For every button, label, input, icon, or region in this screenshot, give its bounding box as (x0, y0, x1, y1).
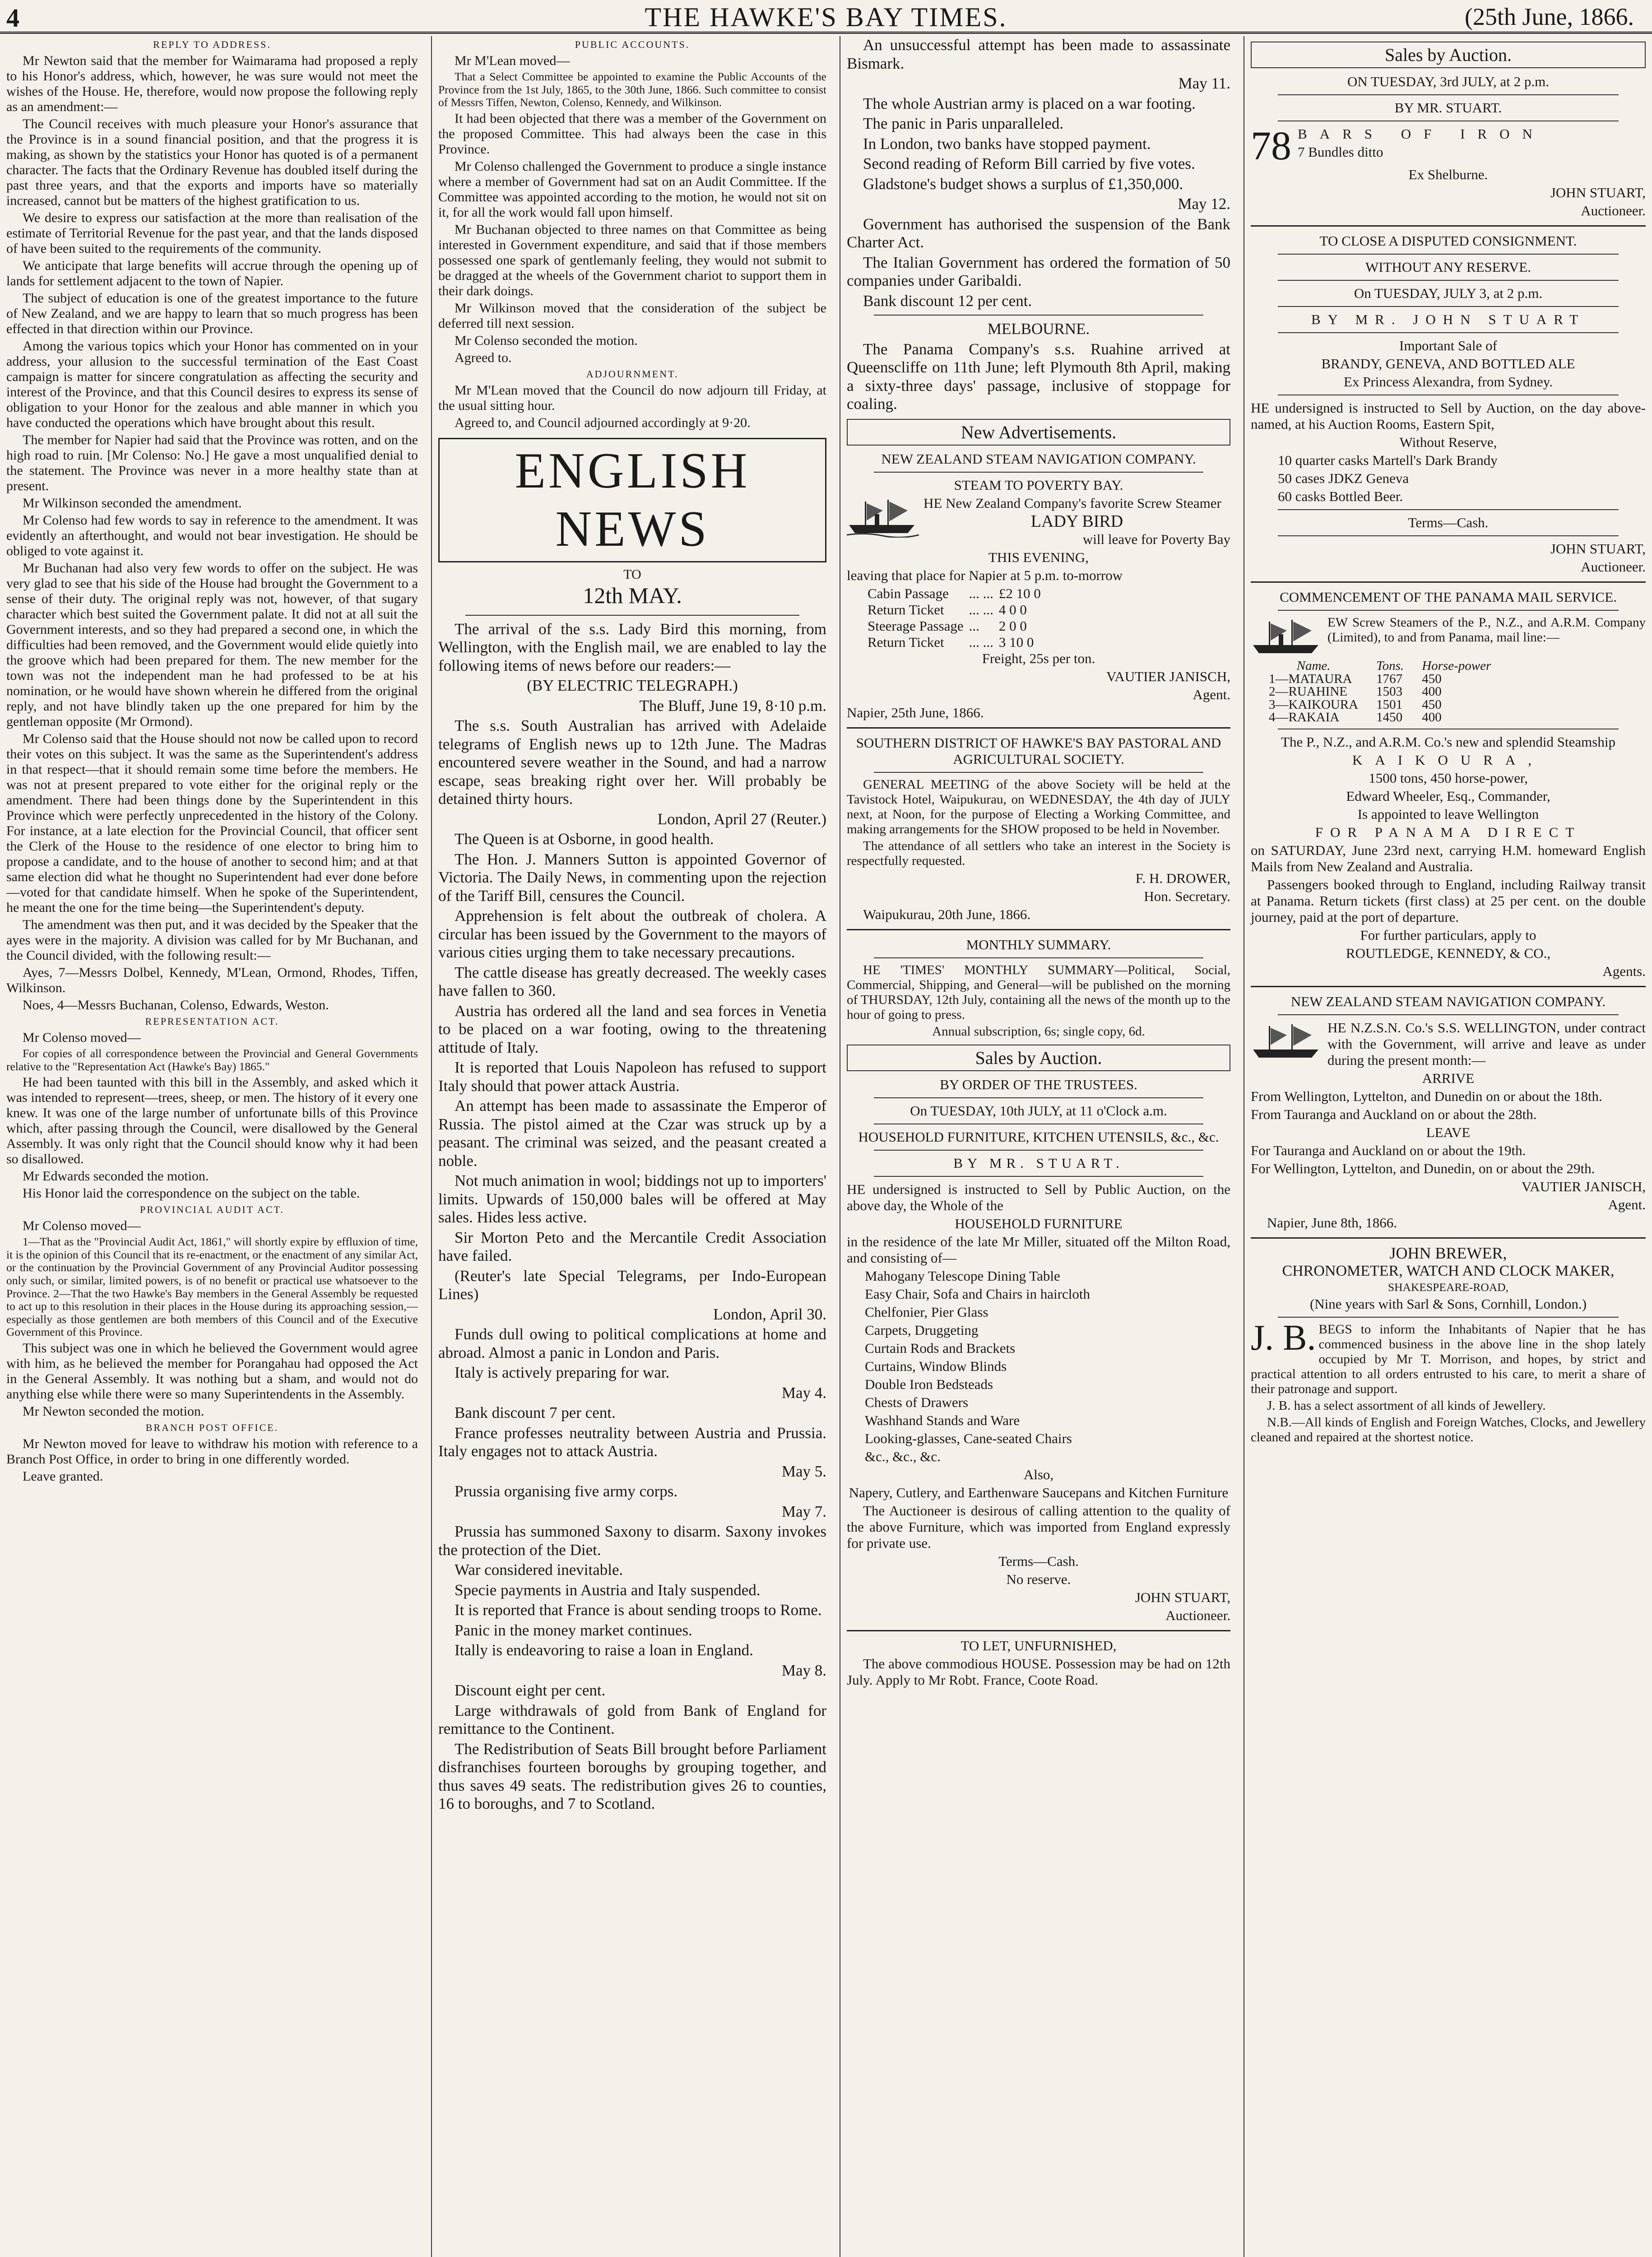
paragraph: The panic in Paris unparalleled. (863, 115, 1064, 132)
dateline: The Bluff, June 19, 8·10 p.m. (639, 697, 826, 715)
paragraph: We desire to express our satisfaction at the more than realisation of the estimate of Territorial Revenue for the past year, and that the lands disposed of have been suited to the requirements of the community. (6, 210, 418, 256)
ad-text: From Wellington, Lyttelton, and Dunedin on or about the 18th. (1251, 1088, 1602, 1104)
ad-text: GENERAL MEETING of the above Society will be held at the Tavistock Hotel, Waipukurau, on WEDNESDAY, the 4th day of JULY next, at Noon, for the purpose of Electing a Working Committee, and making arrangements for the SHOW proposed to be held in November. (847, 777, 1230, 836)
news-body (438, 1523, 826, 1660)
paragraph: Not much animation in wool; biddings not up to importers' limits. Upwards of 150,000 bales will be offered at May sales. Hides less active. (438, 1172, 826, 1226)
ad-heading: MONTHLY SUMMARY. (966, 936, 1111, 952)
ad-emphasis: THIS EVENING, (988, 549, 1089, 565)
initials: J. B. (1251, 1322, 1316, 1358)
ad-emphasis: WITHOUT ANY RESERVE. (1365, 259, 1531, 275)
terms: Terms—Cash. (998, 1553, 1079, 1569)
paragraph: Mr Colenso had few words to say in reference to the amendment. It was evidently an afterthought, and would not bear investigation. He should be obliged to vote against it. (6, 513, 418, 558)
table-row (1260, 685, 1500, 698)
paragraph: The amendment was then put, and it was decided by the Speaker that the ayes were in the majority. A division was called for by Mr Buchanan, and the Council divided, with the following result:— (6, 917, 418, 963)
divider (1278, 1317, 1619, 1318)
table-cell: 450 (1422, 697, 1442, 712)
divider (1251, 986, 1646, 987)
paragraph: Mr Colenso seconded the motion. (455, 333, 638, 348)
motion-mover: Mr Colenso moved— (23, 1218, 141, 1234)
ad-text: HE undersigned is instructed to Sell by Auction, on the day above-named, at his Auction Rooms, Eastern Spit, (1251, 400, 1646, 432)
column-1 (0, 36, 424, 2257)
ship-icon (1251, 617, 1323, 658)
paragraph: The Italian Government has ordered the formation of 50 companies under Garibaldi. (847, 253, 1230, 289)
news-body (438, 830, 826, 1304)
agent-label: Agents. (1602, 963, 1646, 979)
divider (1251, 1237, 1646, 1239)
divider (847, 727, 1230, 729)
paragraph: France professes neutrality between Austria and Prussia. Italy engages not to attack Austria. (438, 1424, 826, 1460)
divider (874, 1097, 1203, 1098)
paragraph: We anticipate that large benefits will accrue through the opening up of lands for settlement adjacent to the town of Napier. (6, 258, 418, 288)
paragraph: Chelfonier, Pier Glass (865, 1304, 988, 1320)
dateline: May 4. (781, 1384, 826, 1402)
furniture-list (847, 1268, 1230, 1465)
paragraph: Washhand Stands and Ware (865, 1412, 1020, 1428)
terms: Terms—Cash. (1408, 515, 1489, 530)
ad-text: HE New Zealand Company's favorite Screw Steamer (923, 495, 1221, 511)
paragraph: Agreed to, and Council adjourned accordingly at 9·20. (455, 415, 751, 430)
ad-text: Without Reserve, (1399, 434, 1497, 450)
paragraph: This subject was one in which he believed the Government would agree with him, as he believed the member for Porangahau had opposed the Act in the General Assembly. It was nothing but a sham, and would not do anything else while there were so many Superintendents in the Assembly. (6, 1340, 418, 1402)
fare-row (865, 618, 1044, 634)
auctioneer-line: BY MR. STUART. (1394, 100, 1502, 116)
ad-text: For Tauranga and Auckland on or about the 19th. (1251, 1142, 1526, 1158)
ad-text: will leave for Poverty Bay (1082, 531, 1230, 547)
ad-date: Napier, June 8th, 1866. (1267, 1214, 1397, 1231)
paragraph: Mr Colenso said that the House should not now be called upon to record their votes on this subject. It was the same as the Superintendent's address in that respect—that it should remain some time before the members. He was not at present prepared to vote either for the original reply or the amendment. There had been things done by the Superintendent in this Province which were perfectly unprecedented in the history of the Colony. For instance, at a late election for the Provincial Council, that officer sent the Clerk of the House to the residence of one elector to bring him to propose a candidate, and to the house of another to second him; and at that same election did what he thought no Superintendent had ever done before—voted for that candidate himself. When he spoke of the Superintendent, he meant the one for the time being—the Superintendent's deputy. (6, 731, 418, 915)
paragraph: Prussia has summoned Saxony to disarm. Saxony invokes the protection of the Diet. (438, 1523, 826, 1559)
table-cell: 400 (1422, 710, 1442, 725)
paragraph: Austria has ordered all the land and sea forces in Venetia to be placed on a war footing, owing to the threatening attitude of Italy. (438, 1002, 826, 1056)
ad-text: Ex Princess Alexandra, from Sydney. (1344, 374, 1553, 390)
section-heading: PUBLIC ACCOUNTS. (575, 39, 690, 50)
lot-list (1251, 452, 1646, 505)
dateline: May 11. (1178, 74, 1230, 92)
dateline: May 12. (1178, 195, 1230, 213)
headline-date: 12th MAY. (583, 582, 682, 608)
auctioneer-line: BY MR. JOHN STUART (1311, 311, 1586, 327)
ad-text: For Wellington, Lyttelton, and Dunedin, on or about the 29th. (1251, 1160, 1595, 1176)
ad-heading: COMMENCEMENT OF THE PANAMA MAIL SERVICE. (1280, 589, 1617, 605)
ad-heading: TO CLOSE A DISPUTED CONSIGNMENT. (1319, 233, 1577, 249)
paragraph: Mr Buchanan objected to three names on that Committee as being interested in Government expenditure, and said that if those members possessed one spark of gentlemanly feeling, they would not submit to be dragged at the wheels of the Government chariot to support them in their dark doings. (438, 222, 826, 298)
divider (1278, 94, 1619, 95)
brewer-ad-body (1251, 1322, 1646, 1398)
paragraph: The Queen is at Osborne, in good health. (455, 830, 714, 848)
paragraph: Apprehension is felt about the outbreak of cholera. A circular has been issued by the Government to the mayors of various cities urging them to take necessary precautions. (438, 907, 826, 961)
sales-by-auction-heading: Sales by Auction. (847, 1045, 1230, 1071)
news-body (438, 717, 826, 808)
fares-table (865, 585, 1044, 650)
dateline: London, April 27 (Reuter.) (657, 810, 826, 828)
auctioneer-role: Auctioneer. (1165, 1607, 1230, 1623)
paragraph: Mr Newton seconded the motion. (23, 1403, 204, 1419)
paragraph: Curtains, Window Blinds (865, 1358, 1007, 1374)
divider (874, 1176, 1203, 1177)
fare-row (865, 602, 1044, 618)
paragraph: It is reported that Louis Napoleon has refused to support Italy should that power attack Austria. (438, 1059, 826, 1095)
divider (1278, 332, 1619, 333)
paragraph: Mr Newton moved for leave to withdraw his motion with reference to a Branch Post Office, in order to bring in one differently worded. (6, 1436, 418, 1467)
paragraph: Mr Newton said that the member for Waimarama had proposed a reply to his Honor's address, which, however, he was sure would not meet the wishes of the House. He, therefore, would now propose the following reply as an amendment:— (6, 53, 418, 114)
ad-text: 1500 tons, 450 horse-power, (1369, 770, 1528, 786)
paragraph: Funds dull owing to political complications at home and abroad. Almost a panic in London and Paris. (438, 1325, 826, 1361)
ad-text: For further particulars, apply to (1360, 927, 1536, 943)
headline-to: TO (623, 567, 641, 582)
lot-detail: 7 Bundles ditto (1298, 144, 1383, 160)
ad-text: J. B. has a select assortment of all kinds of Jewellery. (1267, 1398, 1546, 1413)
paragraph: The Redistribution of Seats Bill brought before Parliament disfranchises fourteen boroughs by grouping together, and thus saves 49 seats. The redistribution gives 26 to counties, 16 to boroughs, and 7 to Scotland. (438, 1740, 826, 1813)
ad-heading: NEW ZEALAND STEAM NAVIGATION COMPANY. (1290, 993, 1606, 1009)
column-2 (431, 36, 833, 2257)
divider (1278, 509, 1619, 510)
paragraph: Prussia organising five army corps. (455, 1482, 678, 1500)
ad-heading: HOUSEHOLD FURNITURE, KITCHEN UTENSILS, &c., &c. (858, 1128, 1219, 1145)
steamer-ad (847, 495, 1230, 548)
fare-price: 3 10 0 (998, 634, 1034, 650)
ad-heading: FOR PANAMA DIRECT (1315, 824, 1582, 840)
paragraph: In London, two banks have stopped payment. (863, 135, 1151, 153)
agent-label: Agent. (1608, 1196, 1646, 1212)
auctioneer-line: BY MR. STUART. (953, 1155, 1124, 1171)
dateline: London, April 30. (713, 1305, 826, 1323)
news-body (847, 215, 1230, 311)
melbourne-heading: MELBOURNE. (987, 320, 1090, 338)
ad-text: Ex Shelburne. (1408, 167, 1488, 182)
paragraph: Mr Buchanan had also very few words to offer on the subject. He was very glad to see that his side of the House had brought the Government to a sense of their duty. The original reply was not, however, of that sugary character which best suited the Government palate. It did not at all suit the Government interests, and so they had prepared a second one, in which the difficulties had been removed, and the Government would elide quietly into the groove which had been prepared for them. The new member for the town was not the independent man he had professed to be at his nomination, or he would have shown wherein he differed from the original reply, and not have blindly taken up the one prepared for him by the gentleman opposite (Mr Ormond). (6, 561, 418, 729)
ad-text: SHAKESPEARE-ROAD, (1387, 1280, 1509, 1294)
paragraph: Chests of Drawers (865, 1394, 969, 1410)
ad-text: leaving that place for Napier at 5 p.m. to-morrow (847, 567, 1123, 583)
paragraph: Sir Morton Peto and the Mercantile Credit Association have failed. (438, 1228, 826, 1265)
divider (874, 472, 1203, 473)
divider (465, 615, 799, 616)
fare-label: Steerage Passage (868, 618, 964, 634)
iron-lot (1251, 126, 1646, 167)
paragraph: Easy Chair, Sofa and Chairs in haircloth (865, 1286, 1090, 1302)
article-body (6, 432, 418, 1013)
paragraph: An unsuccessful attempt has been made to assassinate Bismark. (847, 36, 1230, 72)
table-cell: 450 (1422, 671, 1442, 686)
ad-text: Edward Wheeler, Esq., Commander, (1346, 788, 1550, 804)
motion-text: 1—That as the "Provincial Audit Act, 1861," will shortly expire by effluxion of time, it is the opinion of this Council that its re-enactment, or the enactment of any similar Act, or the continuation by the Provincial Government of any Provincial Auditor possessing only such, or similar, limited powers, is of no benefit or practical use whatsoever to the Province. 2—That the two Hawke's Bay members in the General Assembly be requested to act up to this resolution in their places in the House during its approaching session,—especially as those gentlemen are both members of this Council and of the Executive Government of this Province. (6, 1235, 418, 1339)
paragraph: Specie payments in Austria and Italy suspended. (455, 1581, 761, 1599)
divider (1251, 225, 1646, 227)
ad-emphasis: ON TUESDAY, 3rd JULY, at 2 p.m. (1347, 74, 1550, 89)
melbourne-text: The Panama Company's s.s. Ruahine arrived at Queenscliffe on 11th June; left Plymouth 8th April, making a sixty-three days' passage, inclusive of stoppage for coaling. (847, 340, 1230, 413)
auctioneer-role: Auctioneer. (1581, 203, 1646, 218)
paragraph: Gladstone's budget shows a surplus of £1,350,000. (863, 175, 1183, 193)
column-header: Horse-power (1422, 659, 1491, 673)
article-body (6, 1436, 418, 1484)
ad-text: in the residence of the late Mr Miller, situated off the Milton Road, and consisting of— (847, 1233, 1230, 1266)
paragraph: The s.s. South Australian has arrived with Adelaide telegrams of English news up to 12th June. The Madras encountered severe weather in the Sound, and had a narrow escape, seas breaking right over her. Will probably be detained thirty hours. (438, 717, 826, 808)
divider (1278, 254, 1619, 255)
divider (1251, 581, 1646, 583)
ad-text: Napery, Cutlery, and Earthenware Saucepans and Kitchen Furniture (849, 1484, 1229, 1500)
wellington-ad (1251, 1020, 1646, 1070)
freight-note: Freight, 25s per ton. (982, 650, 1095, 666)
ad-text: BEGS to inform the Inhabitants of Napier that he has commenced business in the above line in the shop lately occupied by Mr T. Morrison, and hopes, by strict and practical attention to all orders entrusted to his care, to merit a share of their patronage and support. (1251, 1322, 1646, 1396)
ad-text: Annual subscription, 6s; single copy, 6d. (932, 1024, 1145, 1039)
news-body (438, 1681, 826, 1813)
ship-name: LADY BIRD (1030, 511, 1123, 531)
table-cell: 400 (1422, 684, 1442, 699)
paragraph: Noes, 4—Messrs Buchanan, Colenso, Edwards, Weston. (23, 998, 329, 1012)
ad-text: HE N.Z.S.N. Co.'s S.S. WELLINGTON, under contract with the Government, will arrive and leave as under during the present month:— (1327, 1019, 1646, 1068)
ad-text: HE 'TIMES' MONTHLY SUMMARY—Political, Social, Commercial, Shipping, and General—will be published on the morning of THURSDAY, 12th July, containing all the news of the month up to the hour of going to press. (847, 962, 1230, 1022)
ad-text: on SATURDAY, June 23rd next, carrying H.M. homeward English Mails from New Zealand and Australia. (1251, 842, 1646, 874)
article-body (6, 53, 418, 431)
news-body (847, 95, 1230, 194)
agent-date: Napier, 25th June, 1866. (847, 704, 984, 720)
auctioneer-name: JOHN STUART, (1550, 541, 1646, 557)
ad-subheading: ARRIVE (1422, 1070, 1475, 1086)
ad-heading: CHRONOMETER, WATCH AND CLOCK MAKER, (1282, 1262, 1615, 1279)
paragraph: Mr Edwards seconded the motion. (23, 1169, 209, 1184)
auctioneer-name: JOHN STUART, (1135, 1589, 1230, 1605)
section-heading: PROVINCIAL AUDIT ACT. (140, 1204, 284, 1216)
paragraph: His Honor laid the correspondence on the subject on the table. (23, 1186, 360, 1201)
paragraph: It is reported that France is about sending troops to Rome. (455, 1601, 822, 1619)
article-body (438, 383, 826, 431)
fare-price: 2 0 0 (998, 618, 1027, 634)
ship-icon (847, 497, 919, 538)
paragraph: Curtain Rods and Brackets (865, 1340, 1016, 1356)
issue-date: (25th June, 1866. (1465, 3, 1634, 30)
ad-subheading: STEAM TO POVERTY BAY. (954, 477, 1123, 493)
ad-text: From Tauranga and Auckland on or about the 28th. (1251, 1106, 1537, 1122)
lot-name: BARS OF IRON (1298, 126, 1545, 142)
table-cell: 1767 (1376, 671, 1403, 686)
agent-name: VAUTIER JANISCH, (1106, 668, 1230, 684)
ad-text: HE undersigned is instructed to Sell by Public Auction, on the above day, the Whole of the (847, 1181, 1230, 1213)
column-3 (840, 36, 1237, 2257)
divider (1278, 1014, 1619, 1015)
table-row (1260, 673, 1500, 686)
paragraph: The whole Austrian army is placed on a war footing. (863, 94, 1196, 112)
lot-quantity: 78 (1251, 126, 1291, 167)
ad-text: Is appointed to leave Wellington (1357, 806, 1539, 822)
paragraph: Large withdrawals of gold from Bank of England for remittance to the Continent. (438, 1701, 826, 1738)
paragraph: Bank discount 12 per cent. (863, 292, 1032, 310)
panama-ad (1251, 615, 1646, 659)
table-cell: 4—RAKAIA (1269, 710, 1340, 725)
article-body (438, 111, 826, 366)
news-body (438, 1404, 826, 1461)
ad-text: (Nine years with Sarl & Sons, Cornhill, London.) (1309, 1296, 1587, 1312)
ad-subheading: BY ORDER OF THE TRUSTEES. (940, 1076, 1137, 1092)
paragraph: 60 casks Bottled Beer. (1278, 488, 1403, 504)
divider (874, 315, 1203, 316)
paragraph: Bank discount 7 per cent. (455, 1404, 616, 1422)
ad-heading: TO LET, UNFURNISHED, (961, 1637, 1117, 1653)
paragraph: Italy is actively preparing for war. (455, 1364, 670, 1382)
signatory: F. H. DROWER, (1135, 870, 1230, 886)
motion-mover: Mr Colenso moved— (23, 1030, 141, 1045)
table-cell: 1—MATAURA (1269, 671, 1352, 686)
paragraph: &c., &c., &c. (865, 1448, 941, 1464)
paragraph: Government has authorised the suspension of the Bank Charter Act. (847, 215, 1230, 251)
fare-dots: ... (969, 618, 979, 634)
paragraph: Mr Colenso challenged the Government to produce a single instance where a member of Government had sat on an Audit Committee. If the Committee was appointed according to the motion, he would not sit on it, for all the work would fall upon himself. (438, 158, 826, 220)
english-news-headline: ENGLISH NEWS (438, 438, 826, 562)
auctioneer-name: JOHN STUART, (1550, 185, 1646, 200)
paragraph: Panic in the money market continues. (455, 1621, 692, 1639)
paragraph: (Reuter's late Special Telegrams, per Indo-European Lines) (438, 1267, 826, 1303)
fare-label: Cabin Passage (868, 585, 949, 601)
agent-name: VAUTIER JANISCH, (1521, 1178, 1646, 1194)
paragraph: Among the various topics which your Honor has commented on in your address, your allusion to the successful termination of the East Coast campaign is matter for sincere congratulation as affecting the security and interest of the Province, and that this Council desires to express its sense of obligation to your Honor for the zealous and able manner in which you have conducted the operations which have brought about this result. (6, 339, 418, 430)
newspaper-title: THE HAWKE'S BAY TIMES. (645, 2, 1007, 32)
ad-text: EW Screw Steamers of the P., N.Z., and A.R.M. Company (Limited), to and from Panama, mail line:— (1327, 615, 1646, 645)
reserve: No reserve. (1006, 1571, 1071, 1587)
paragraph: An attempt has been made to assassinate the Emperor of Russia. The pistol aimed at the Czar was struck up by a peasant. The criminal was seized, and the peasant created a noble. (438, 1097, 826, 1170)
divider (874, 957, 1203, 958)
divider (874, 772, 1203, 773)
table-row (1260, 711, 1500, 724)
news-body (847, 36, 1230, 73)
motion-mover: Mr M'Lean moved— (455, 53, 570, 68)
paragraph: He had been taunted with this bill in the Assembly, and asked which it was intended to represent—trees, sheep, or men. The history of it every one knew. It was one of the large number of unfortunate bills of this Province which, after passing through the Council, were disallowed by the General Assembly. It was only right that the Council should know why it had been so disallowed. (6, 1075, 418, 1167)
ad-text: The P., N.Z., and A.R.M. Co.'s new and splendid Steamship (1281, 734, 1615, 750)
motion-text: That a Select Committee be appointed to examine the Public Accounts of the Province from the 1st July, 1865, to the 30th June, 1866. Such committee to consist of Messrs Tiffen, Newton, Colenso, Kennedy, and Wilkinson. (438, 70, 826, 109)
article-body (6, 1341, 418, 1419)
paragraph: Second reading of Reform Bill carried by five votes. (863, 155, 1195, 172)
ad-heading: HOUSEHOLD FURNITURE (955, 1215, 1123, 1231)
paragraph: The subject of education is one of the greatest importance to the future of New Zealand, and we are happy to learn that so much progress has been effected in that direction within our Province. (6, 291, 418, 336)
signatory-role: Hon. Secretary. (1144, 888, 1230, 904)
paragraph: Mr Wilkinson seconded the amendment. (23, 496, 242, 511)
divider (847, 929, 1230, 930)
auctioneer-role: Auctioneer. (1581, 559, 1646, 575)
divider (847, 1630, 1230, 1631)
new-advertisements-heading: New Advertisements. (847, 419, 1230, 446)
ad-emphasis: On TUESDAY, 10th JULY, at 11 o'Clock a.m. (910, 1102, 1167, 1119)
divider (1278, 280, 1619, 281)
ad-text: N.B.—All kinds of English and Foreign Watches, Clocks, and Jewellery cleaned and repaired at the shortest notice. (1251, 1415, 1646, 1444)
paragraph: Mr M'Lean moved that the Council do now adjourn till Friday, at the usual sitting hour. (438, 382, 826, 413)
ship-name: KAIKOURA, (1352, 752, 1545, 768)
fare-dots: ... ... (969, 634, 993, 650)
ad-heading: JOHN BREWER, (1389, 1244, 1507, 1262)
agent-name: ROUTLEDGE, KENNEDY, & CO., (1346, 945, 1551, 961)
divider (1278, 610, 1619, 611)
fare-label: Return Ticket (868, 601, 944, 618)
table-cell: 2—RUAHINE (1269, 684, 1347, 699)
table-row (1260, 698, 1500, 711)
paragraph: Double Iron Bedsteads (865, 1376, 993, 1392)
paragraph: War considered inevitable. (455, 1561, 623, 1579)
masthead (0, 0, 1652, 34)
divider (874, 1150, 1203, 1151)
fare-dots: ... ... (969, 585, 993, 601)
ad-date: Waipukurau, 20th June, 1866. (863, 906, 1031, 922)
ad-heading: SOUTHERN DISTRICT OF HAWKE'S BAY PASTORAL AND AGRICULTURAL SOCIETY. (856, 734, 1221, 767)
paragraph: Leave granted. (23, 1468, 103, 1484)
news-body (438, 1325, 826, 1382)
fare-dots: ... ... (969, 601, 993, 618)
fare-price: 4 0 0 (998, 601, 1027, 618)
ad-text: The above commodious HOUSE. Possession may be had on 12th July. Apply to Mr Robt. France, Coote Road. (847, 1655, 1230, 1688)
paragraph: The Council receives with much pleasure your Honor's assurance that the Province is in a sound financial position, and that the progress it is making, as shown by the statistics your Honor has quoted is of a permanent character. The facts that the Ordinary Revenue has doubled itself during the past three years, and that the exports and imports have so materially increased, cannot but be matters of the highest gratification to us. (6, 116, 418, 208)
table-cell: 3—KAIKOURA (1269, 697, 1359, 712)
section-heading: REPRESENTATION ACT. (145, 1016, 279, 1027)
ad-heading: NEW ZEALAND STEAM NAVIGATION COMPANY. (881, 450, 1196, 467)
column-header: Tons. (1376, 659, 1404, 673)
sales-by-auction-heading: Sales by Auction. (1251, 42, 1646, 68)
section-heading: BRANCH POST OFFICE. (145, 1421, 279, 1433)
ad-text: Also, (1023, 1466, 1054, 1482)
fare-price: £2 10 0 (998, 585, 1041, 601)
dateline: May 5. (781, 1462, 826, 1480)
paragraph: Agreed to. (455, 350, 512, 365)
paragraph: Mahogany Telescope Dining Table (865, 1268, 1060, 1284)
table-cell: 1501 (1376, 697, 1403, 712)
fare-row (865, 634, 1044, 650)
column-4 (1244, 36, 1652, 2257)
ad-emphasis: On TUESDAY, JULY 3, at 2 p.m. (1354, 285, 1543, 301)
paragraph: 50 cases JDKZ Geneva (1278, 470, 1409, 486)
fare-row (865, 585, 1044, 602)
agent-label: Agent. (1193, 686, 1230, 702)
paragraph: Ayes, 7—Messrs Dolbel, Kennedy, M'Lean, Ormond, Rhodes, Tiffen, Wilkinson. (6, 965, 418, 995)
paragraph: The Hon. J. Manners Sutton is appointed Governor of Victoria. The Daily News, in commenting upon the rejection of the Tariff Bill, censures the Council. (438, 850, 826, 905)
paragraph: The cattle disease has greatly decreased. The weekly cases have fallen to 360. (438, 963, 826, 1000)
news-intro: The arrival of the s.s. Lady Bird this morning, from Wellington, with the English mail, we are enabled to lay the following items of news before our readers:— (438, 620, 826, 674)
paragraph: It had been objected that there was a member of the Government on the proposed Committee. This had always been the case in this Province. (438, 111, 826, 157)
ad-text: Important Sale of (1399, 338, 1497, 353)
table-cell: 1503 (1376, 684, 1403, 699)
ad-subheading: LEAVE (1426, 1124, 1471, 1140)
article-body (6, 1075, 418, 1201)
steamers-table (1260, 659, 1500, 724)
news-body (438, 1482, 826, 1501)
page-number: 4 (6, 3, 19, 33)
motion-text: For copies of all correspondence between the Provincial and General Governments relative to the "Representation Act (Hawke's Bay) 1865." (6, 1047, 418, 1073)
dateline: May 8. (781, 1661, 826, 1679)
ad-text: The Auctioneer is desirous of calling attention to the quality of the above Furniture, which was imported from England expressly for private use. (847, 1502, 1230, 1551)
column-header: Name. (1296, 659, 1331, 673)
ad-heading: BRANDY, GENEVA, AND BOTTLED ALE (1321, 356, 1575, 372)
divider (1278, 535, 1619, 536)
ship-icon (1251, 1022, 1323, 1062)
paragraph: Carpets, Druggeting (865, 1322, 979, 1338)
paragraph: Mr Wilkinson moved that the consideration of the subject be deferred till next session. (438, 300, 826, 331)
section-heading: ADJOURNMENT. (586, 368, 679, 380)
ad-text: Passengers booked through to England, including Railway transit at Panama. Return tickets (first class) at 25 per cent. on the double journey, paid at the port of departure. (1251, 876, 1646, 925)
paragraph: The member for Napier had said that the Province was rotten, and on the high road to ruin. [Mr Colenso: No.] He gave a most unqualified denial to the statement. The Province was never in a more healthy state than at present. (6, 432, 418, 493)
dateline: May 7. (781, 1502, 826, 1520)
section-heading: REPLY TO ADDRESS. (153, 39, 271, 50)
ad-text: The attendance of all settlers who take an interest in the Society is respectfully requested. (847, 838, 1230, 868)
divider (1278, 306, 1619, 307)
paragraph: Discount eight per cent. (455, 1681, 606, 1700)
fare-label: Return Ticket (868, 634, 944, 650)
paragraph: 10 quarter casks Martell's Dark Brandy (1278, 452, 1498, 468)
table-cell: 1450 (1376, 710, 1403, 725)
paragraph: Itally is endeavoring to raise a loan in England. (455, 1641, 753, 1659)
paragraph: Looking-glasses, Cane-seated Chairs (865, 1430, 1072, 1446)
telegraph-label: (BY ELECTRIC TELEGRAPH.) (527, 677, 738, 695)
